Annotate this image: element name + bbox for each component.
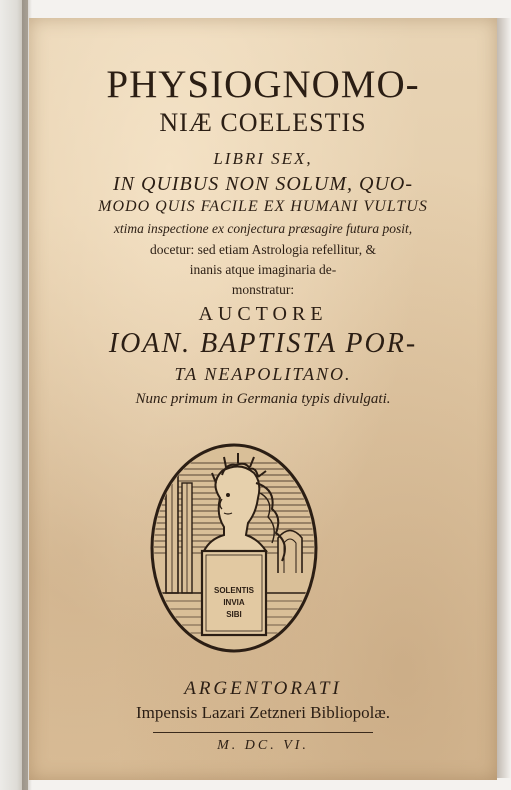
description-line-2: MODO QUIS FACILE EX HUMANI VULTUS <box>98 198 428 215</box>
imprint-rule <box>153 732 373 733</box>
description-line-1: IN QUIBUS NON SOLUM, QUO- <box>113 173 413 195</box>
plinth-text-1: SOLENTIS <box>213 586 255 595</box>
title-line-1: PHYSIOGNOMO- <box>106 63 420 106</box>
author-name-line-1: IOAN. BAPTISTA POR- <box>108 328 418 359</box>
title-line-2: NIÆ COELESTIS <box>159 108 367 137</box>
plinth-text-3: SIBI <box>226 610 242 619</box>
page-edge-shadow <box>496 18 511 778</box>
description-line-3: xtima inspectione ex conjectura præsagire futura posit, <box>113 221 413 236</box>
description-line-4: docetur: sed etiam Astrologia refellitur, & <box>150 242 376 257</box>
author-name-line-2: TA NEAPOLITANO. <box>174 364 352 384</box>
imprint-place: ARGENTORATI <box>184 678 342 699</box>
printer-device-portrait-icon <box>150 443 318 653</box>
description-line-5: inanis atque imaginaria de- <box>189 262 337 277</box>
imprint-publisher: Impensis Lazari Zetzneri Bibliopolæ. <box>136 703 390 722</box>
imprint-year: M. DC. VI. <box>217 738 309 753</box>
plinth-text-2: INVIA <box>223 598 245 607</box>
subtitle-libri: LIBRI SEX, <box>213 149 313 168</box>
edition-note: Nunc primum in Germania typis divulgati. <box>135 391 391 407</box>
title-page <box>29 18 497 780</box>
description-line-6: monstratur: <box>231 282 295 297</box>
auctore-label: AUCTORE <box>198 303 328 325</box>
